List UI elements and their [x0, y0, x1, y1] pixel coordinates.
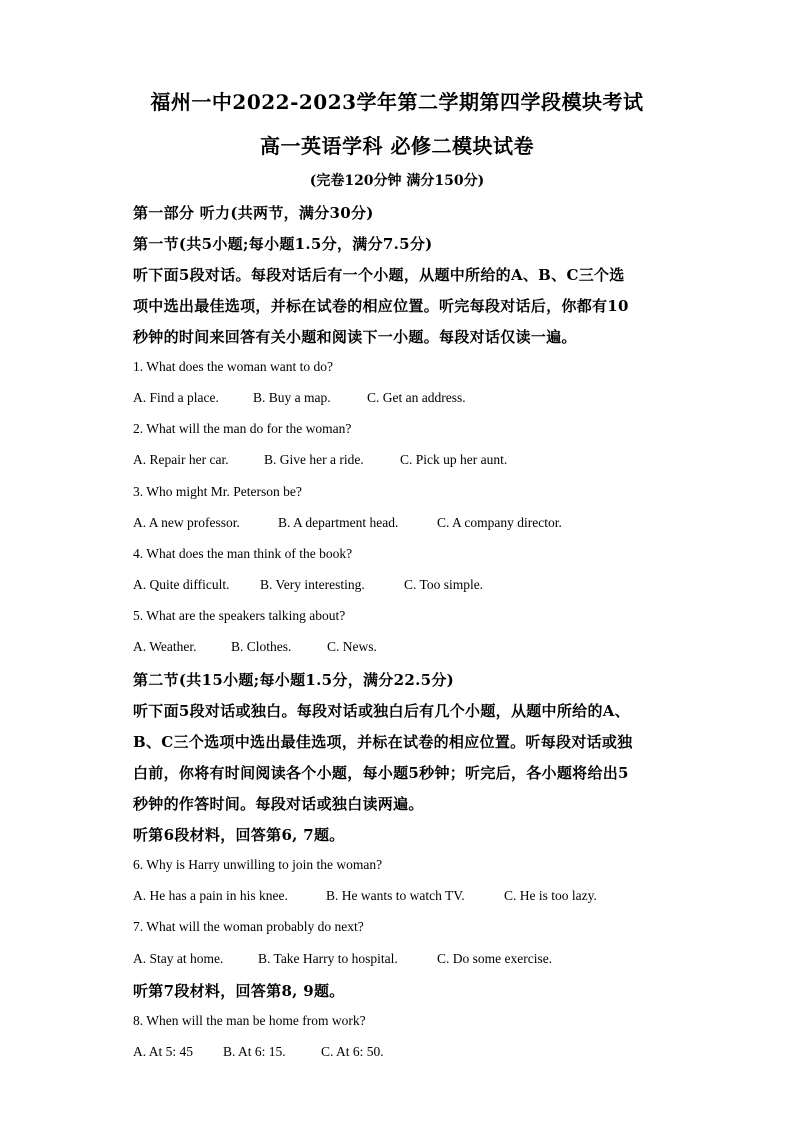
option-c[interactable]: C. A company director. — [437, 515, 562, 530]
question-5: 5. What are the speakers talking about? — [133, 608, 346, 623]
option-b[interactable]: B. He wants to watch TV. — [326, 888, 465, 903]
exam-time-score: (完卷120分钟 满分150分) — [309, 173, 485, 189]
section1-instruction-line: 秒钟的时间来回答有关小题和阅读下一小题。每段对话仅读一遍。 — [133, 328, 577, 346]
question-8-options — [133, 1044, 384, 1060]
option-b[interactable]: B. Very interesting. — [260, 577, 365, 592]
section1-heading: 第一节(共5小题;每小题1.5分，满分7.5分) — [133, 235, 433, 253]
question-5-options — [133, 639, 377, 655]
option-b[interactable]: B. A department head. — [278, 515, 399, 530]
option-b[interactable]: B. Take Harry to hospital. — [258, 951, 398, 966]
material-6-label: 听第6段材料，回答第6, 7题。 — [133, 826, 345, 844]
question-6: 6. Why is Harry unwilling to join the woman? — [133, 857, 383, 872]
section2-instruction-line: 听下面5段对话或独白。每段对话或独白后有几个小题，从题中所给的A、 — [133, 702, 630, 720]
question-4-options — [133, 577, 483, 593]
question-4: 4. What does the man think of the book? — [133, 546, 353, 561]
section2-instruction-line: 秒钟的作答时间。每段对话或独白读两遍。 — [133, 795, 424, 813]
exam-subject-title: 高一英语学科 必修二模块试卷 — [260, 134, 534, 158]
option-a[interactable]: A. At 5: 45 — [133, 1044, 194, 1059]
option-a[interactable]: A. Quite difficult. — [133, 577, 230, 592]
option-a[interactable]: A. A new professor. — [133, 515, 240, 530]
question-1: 1. What does the woman want to do? — [133, 359, 333, 374]
section1-instruction-line: 项中选出最佳选项，并标在试卷的相应位置。听完每段对话后，你都有10 — [133, 297, 629, 315]
option-b[interactable]: B. Give her a ride. — [264, 452, 364, 467]
option-c[interactable]: C. Do some exercise. — [437, 951, 553, 966]
part1-heading: 第一部分 听力(共两节，满分30分) — [133, 204, 374, 222]
question-7: 7. What will the woman probably do next? — [133, 919, 364, 934]
section2-heading: 第二节(共15小题;每小题1.5分，满分22.5分) — [133, 671, 455, 689]
question-6-options — [133, 888, 597, 904]
section1-instruction-line: 听下面5段对话。每段对话后有一个小题，从题中所给的A、B、C三个选 — [133, 266, 625, 284]
option-b[interactable]: B. Clothes. — [231, 639, 292, 654]
question-1-options — [133, 390, 466, 406]
option-a[interactable]: A. Find a place. — [133, 390, 219, 405]
option-b[interactable]: B. Buy a map. — [253, 390, 331, 405]
section2-instruction-line: B、C三个选项中选出最佳选项，并标在试卷的相应位置。听每段对话或独 — [133, 733, 633, 751]
option-c[interactable]: C. Pick up her aunt. — [400, 452, 508, 467]
option-a[interactable]: A. Stay at home. — [133, 951, 224, 966]
question-3: 3. Who might Mr. Peterson be? — [133, 484, 302, 499]
option-c[interactable]: C. Too simple. — [404, 577, 484, 592]
option-c[interactable]: C. At 6: 50. — [321, 1044, 384, 1059]
question-2: 2. What will the man do for the woman? — [133, 421, 352, 436]
option-c[interactable]: C. He is too lazy. — [504, 888, 597, 903]
option-a[interactable]: A. Weather. — [133, 639, 197, 654]
question-3-options — [133, 515, 562, 531]
exam-title: 福州一中2022-2023学年第二学期第四学段模块考试 — [150, 90, 644, 114]
question-7-options — [133, 951, 552, 967]
option-c[interactable]: C. News. — [327, 639, 377, 654]
option-b[interactable]: B. At 6: 15. — [223, 1044, 286, 1059]
option-a[interactable]: A. He has a pain in his knee. — [133, 888, 288, 903]
option-c[interactable]: C. Get an address. — [367, 390, 466, 405]
question-8: 8. When will the man be home from work? — [133, 1013, 366, 1028]
material-7-label: 听第7段材料，回答第8, 9题。 — [133, 982, 345, 1000]
option-a[interactable]: A. Repair her car. — [133, 452, 229, 467]
question-2-options — [133, 452, 507, 468]
section2-instruction-line: 白前，你将有时间阅读各个小题，每小题5秒钟；听完后，各小题将给出5 — [133, 764, 629, 782]
